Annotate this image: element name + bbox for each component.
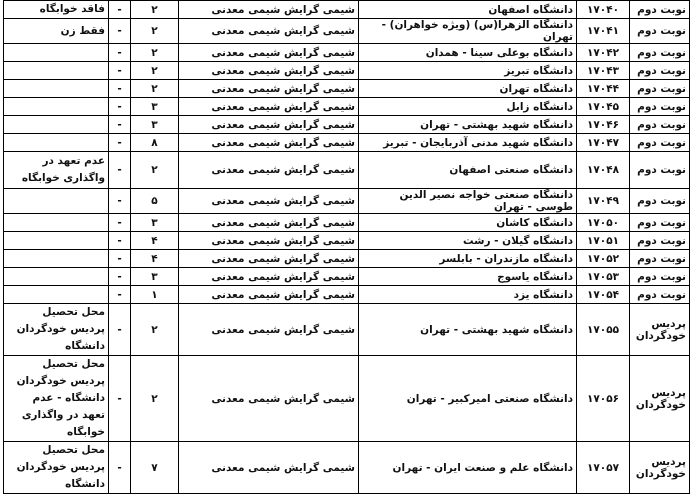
field-cell: شیمی گرایش شیمی معدنی <box>179 1 359 19</box>
field-cell: شیمی گرایش شیمی معدنی <box>179 286 359 304</box>
table-row <box>4 304 690 356</box>
table-row <box>4 19 690 44</box>
program-type-cell: نوبت دوم <box>630 268 690 286</box>
field-cell: شیمی گرایش شیمی معدنی <box>179 116 359 134</box>
program-type-cell: نوبت دوم <box>630 250 690 268</box>
note-cell: محل تحصیل پردیس خودگردان دانشگاه <box>4 442 109 494</box>
dash-cell: - <box>109 116 131 134</box>
university-cell: دانشگاه تهران <box>359 80 577 98</box>
university-cell: دانشگاه علم و صنعت ایران - تهران <box>359 442 577 494</box>
dash-cell: - <box>109 304 131 356</box>
university-cell: دانشگاه گیلان - رشت <box>359 232 577 250</box>
capacity-cell: ۲ <box>131 356 179 442</box>
university-cell: دانشگاه صنعتی اصفهان <box>359 152 577 189</box>
program-type-cell: نوبت دوم <box>630 98 690 116</box>
note-cell: عدم تعهد در واگذاری خوابگاه <box>4 152 109 189</box>
table-row <box>4 134 690 152</box>
university-cell: دانشگاه الزهرا(س) (ویژه خواهران) - تهران <box>359 19 577 44</box>
capacity-cell: ۷ <box>131 442 179 494</box>
field-cell: شیمی گرایش شیمی معدنی <box>179 268 359 286</box>
university-cell: دانشگاه شهید بهشتی - تهران <box>359 304 577 356</box>
capacity-cell: ۳ <box>131 214 179 232</box>
field-cell: شیمی گرایش شیمی معدنی <box>179 44 359 62</box>
university-cell: دانشگاه مازندران - بابلسر <box>359 250 577 268</box>
table-row <box>4 356 690 442</box>
university-cell: دانشگاه شهید بهشتی - تهران <box>359 116 577 134</box>
program-type-cell: نوبت دوم <box>630 214 690 232</box>
field-cell: شیمی گرایش شیمی معدنی <box>179 232 359 250</box>
capacity-cell: ۳ <box>131 116 179 134</box>
note-cell <box>4 250 109 268</box>
table-row <box>4 1 690 19</box>
dash-cell: - <box>109 189 131 214</box>
table-row <box>4 152 690 189</box>
note-cell <box>4 214 109 232</box>
note-cell <box>4 98 109 116</box>
note-cell <box>4 286 109 304</box>
capacity-cell: ۸ <box>131 134 179 152</box>
field-cell: شیمی گرایش شیمی معدنی <box>179 62 359 80</box>
field-cell: شیمی گرایش شیمی معدنی <box>179 214 359 232</box>
capacity-cell: ۲ <box>131 1 179 19</box>
university-cell: دانشگاه صنعتی خواجه نصیر الدین طوسی - تهران <box>359 189 577 214</box>
program-code-cell: ۱۷۰۵۴ <box>577 286 630 304</box>
note-cell: فاقد خوابگاه <box>4 1 109 19</box>
dash-cell: - <box>109 80 131 98</box>
admissions-table <box>3 0 690 494</box>
dash-cell: - <box>109 286 131 304</box>
table-row <box>4 80 690 98</box>
note-cell <box>4 134 109 152</box>
program-type-cell: پردیس خودگردان <box>630 304 690 356</box>
capacity-cell: ۲ <box>131 44 179 62</box>
field-cell: شیمی گرایش شیمی معدنی <box>179 442 359 494</box>
note-cell <box>4 232 109 250</box>
program-type-cell: نوبت دوم <box>630 1 690 19</box>
table-row <box>4 62 690 80</box>
dash-cell: - <box>109 1 131 19</box>
program-code-cell: ۱۷۰۵۱ <box>577 232 630 250</box>
note-cell: محل تحصیل پردیس خودگردان دانشگاه <box>4 304 109 356</box>
table-row <box>4 268 690 286</box>
program-code-cell: ۱۷۰۵۳ <box>577 268 630 286</box>
table-row <box>4 250 690 268</box>
program-type-cell: پردیس خودگردان <box>630 356 690 442</box>
program-code-cell: ۱۷۰۵۵ <box>577 304 630 356</box>
dash-cell: - <box>109 250 131 268</box>
capacity-cell: ۳ <box>131 98 179 116</box>
note-cell: محل تحصیل پردیس خودگردان دانشگاه - عدم تعهد در واگذاری خوابگاه <box>4 356 109 442</box>
dash-cell: - <box>109 19 131 44</box>
note-cell: فقط زن <box>4 19 109 44</box>
field-cell: شیمی گرایش شیمی معدنی <box>179 189 359 214</box>
program-type-cell: نوبت دوم <box>630 19 690 44</box>
table-row <box>4 189 690 214</box>
table-row <box>4 44 690 62</box>
program-code-cell: ۱۷۰۵۷ <box>577 442 630 494</box>
field-cell: شیمی گرایش شیمی معدنی <box>179 80 359 98</box>
university-cell: دانشگاه زابل <box>359 98 577 116</box>
dash-cell: - <box>109 98 131 116</box>
note-cell <box>4 189 109 214</box>
program-type-cell: نوبت دوم <box>630 62 690 80</box>
program-type-cell: نوبت دوم <box>630 232 690 250</box>
field-cell: شیمی گرایش شیمی معدنی <box>179 98 359 116</box>
field-cell: شیمی گرایش شیمی معدنی <box>179 152 359 189</box>
field-cell: شیمی گرایش شیمی معدنی <box>179 134 359 152</box>
dash-cell: - <box>109 134 131 152</box>
university-cell: دانشگاه اصفهان <box>359 1 577 19</box>
program-code-cell: ۱۷۰۴۰ <box>577 1 630 19</box>
field-cell: شیمی گرایش شیمی معدنی <box>179 250 359 268</box>
capacity-cell: ۲ <box>131 304 179 356</box>
note-cell <box>4 268 109 286</box>
university-cell: دانشگاه بوعلی سینا - همدان <box>359 44 577 62</box>
university-cell: دانشگاه یاسوج <box>359 268 577 286</box>
table-row <box>4 98 690 116</box>
field-cell: شیمی گرایش شیمی معدنی <box>179 304 359 356</box>
program-type-cell: نوبت دوم <box>630 286 690 304</box>
dash-cell: - <box>109 44 131 62</box>
program-code-cell: ۱۷۰۴۸ <box>577 152 630 189</box>
capacity-cell: ۳ <box>131 268 179 286</box>
capacity-cell: ۱ <box>131 286 179 304</box>
capacity-cell: ۲ <box>131 80 179 98</box>
dash-cell: - <box>109 442 131 494</box>
dash-cell: - <box>109 268 131 286</box>
capacity-cell: ۴ <box>131 250 179 268</box>
dash-cell: - <box>109 152 131 189</box>
note-cell <box>4 80 109 98</box>
program-type-cell: نوبت دوم <box>630 44 690 62</box>
table-row <box>4 214 690 232</box>
note-cell <box>4 44 109 62</box>
program-code-cell: ۱۷۰۴۱ <box>577 19 630 44</box>
university-cell: دانشگاه یزد <box>359 286 577 304</box>
program-type-cell: نوبت دوم <box>630 152 690 189</box>
table-row <box>4 286 690 304</box>
field-cell: شیمی گرایش شیمی معدنی <box>179 356 359 442</box>
note-cell <box>4 116 109 134</box>
table-row <box>4 232 690 250</box>
university-cell: دانشگاه صنعتی امیرکبیر - تهران <box>359 356 577 442</box>
table-row <box>4 442 690 494</box>
program-type-cell: نوبت دوم <box>630 116 690 134</box>
capacity-cell: ۵ <box>131 189 179 214</box>
dash-cell: - <box>109 214 131 232</box>
program-code-cell: ۱۷۰۴۹ <box>577 189 630 214</box>
program-code-cell: ۱۷۰۵۶ <box>577 356 630 442</box>
note-cell <box>4 62 109 80</box>
university-cell: دانشگاه کاشان <box>359 214 577 232</box>
program-code-cell: ۱۷۰۴۷ <box>577 134 630 152</box>
program-code-cell: ۱۷۰۴۲ <box>577 44 630 62</box>
table-row <box>4 116 690 134</box>
program-code-cell: ۱۷۰۴۴ <box>577 80 630 98</box>
program-type-cell: نوبت دوم <box>630 134 690 152</box>
program-type-cell: پردیس خودگردان <box>630 442 690 494</box>
program-type-cell: نوبت دوم <box>630 189 690 214</box>
program-type-cell: نوبت دوم <box>630 80 690 98</box>
university-cell: دانشگاه شهید مدنی آذربایجان - تبریز <box>359 134 577 152</box>
program-code-cell: ۱۷۰۴۵ <box>577 98 630 116</box>
program-code-cell: ۱۷۰۴۳ <box>577 62 630 80</box>
university-cell: دانشگاه تبریز <box>359 62 577 80</box>
capacity-cell: ۲ <box>131 62 179 80</box>
dash-cell: - <box>109 356 131 442</box>
field-cell: شیمی گرایش شیمی معدنی <box>179 19 359 44</box>
program-code-cell: ۱۷۰۵۲ <box>577 250 630 268</box>
program-code-cell: ۱۷۰۵۰ <box>577 214 630 232</box>
capacity-cell: ۲ <box>131 19 179 44</box>
dash-cell: - <box>109 232 131 250</box>
dash-cell: - <box>109 62 131 80</box>
capacity-cell: ۲ <box>131 152 179 189</box>
capacity-cell: ۴ <box>131 232 179 250</box>
program-code-cell: ۱۷۰۴۶ <box>577 116 630 134</box>
